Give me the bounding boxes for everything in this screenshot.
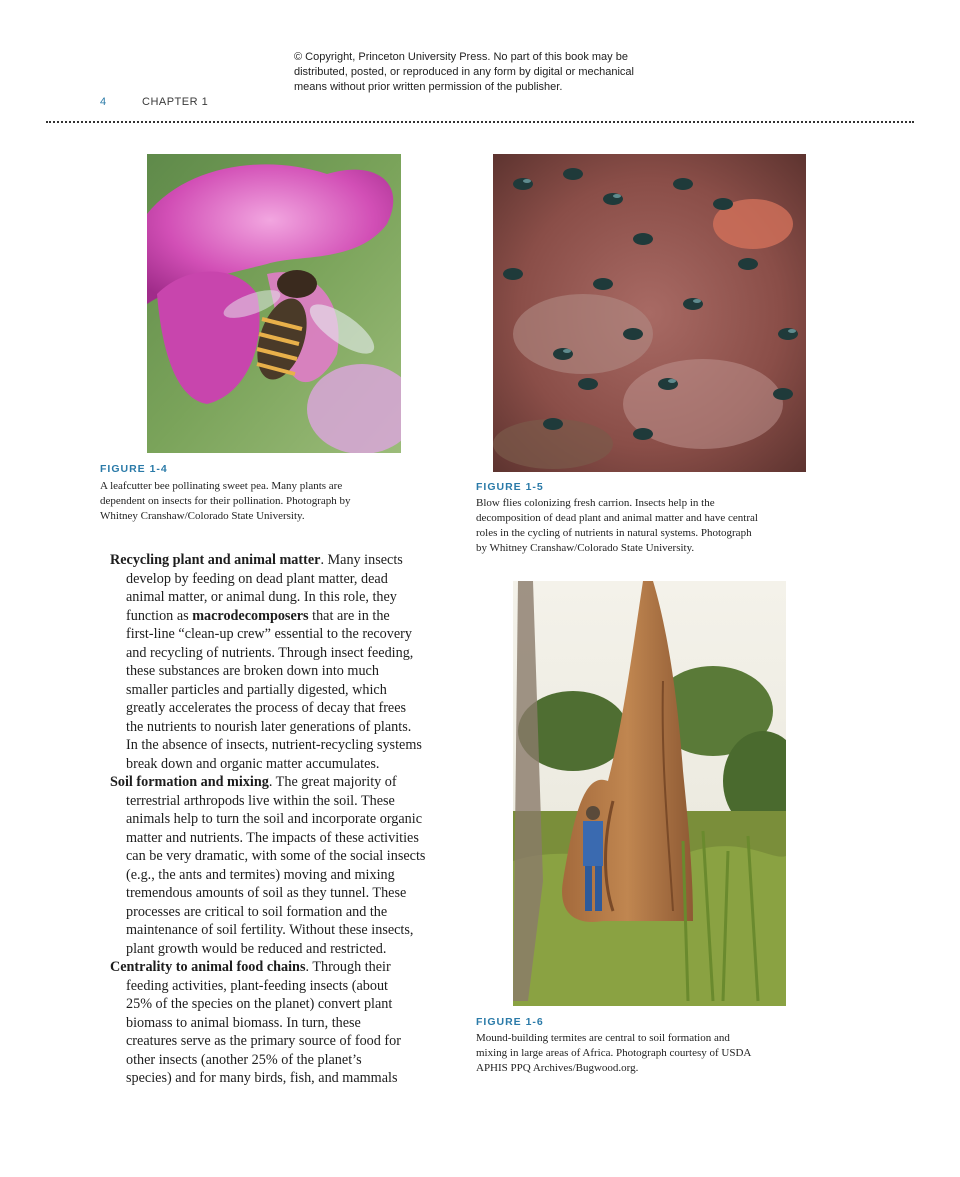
body-line: biomass to animal biomass. In turn, these	[126, 1014, 361, 1031]
body-line: animal matter, or animal dung. In this role, they	[126, 589, 397, 605]
body-line: species) and for many birds, fish, and mammals	[126, 1070, 398, 1086]
figure-1-4-caption	[100, 479, 351, 524]
caption-line: roles in the cycling of nutrients in natural systems. Photograph	[476, 527, 752, 539]
paragraph-first-line: Centrality to animal food chains. Through their	[110, 959, 391, 975]
figure-1-6-caption	[476, 1031, 751, 1076]
caption-line: Whitney Cranshaw/Colorado State University.	[100, 510, 305, 522]
body-line: In the absence of insects, nutrient-recycling systems	[126, 737, 422, 753]
copyright-line: means without prior written permission of the publisher.	[294, 81, 563, 93]
chapter-label: CHAPTER 1	[142, 96, 209, 108]
body-line: develop by feeding on dead plant matter, dead	[126, 570, 388, 587]
body-line: the nutrients to nourish later generations of plants.	[126, 718, 412, 735]
body-line: other insects (another 25% of the planet’s	[126, 1051, 362, 1068]
body-line: first-line “clean-up crew” essential to the recovery	[126, 626, 412, 642]
term-recycling: Recycling plant and animal matter	[110, 552, 321, 568]
caption-line: mixing in large areas of Africa. Photograph courtesy of USDA	[476, 1047, 752, 1059]
caption-line: decomposition of dead plant and animal matter and have central	[476, 512, 758, 524]
paragraph-first-line: Soil formation and mixing. The great majority of	[110, 774, 397, 790]
figure-1-5-caption	[476, 496, 758, 556]
figure-1-4-label: FIGURE 1-4	[100, 463, 168, 475]
caption-line: by Whitney Cranshaw/Colorado State University.	[476, 542, 695, 554]
body-line: and recycling of nutrients. Through insect feeding,	[126, 644, 414, 661]
body-line: feeding activities, plant-feeding insects (about	[126, 977, 388, 994]
body-line: terrestrial arthropods live within the soil. These	[126, 792, 395, 809]
caption-line: Blow flies colonizing fresh carrion. Insects help in the	[476, 497, 715, 509]
header-divider	[46, 121, 914, 123]
body-line: matter and nutrients. The impacts of these activities	[126, 829, 419, 846]
term-food-chains: Centrality to animal food chains	[110, 959, 306, 975]
body-line: tremendous amounts of soil as they tunnel. These	[126, 885, 407, 901]
figure-1-5-label: FIGURE 1-5	[476, 481, 544, 493]
body-line: these substances are broken down into much	[126, 663, 379, 679]
figure-1-4-photo	[147, 154, 401, 453]
figure-1-6-photo	[513, 581, 786, 1006]
copyright-line: distributed, posted, or reproduced in any form by digital or mechanical	[294, 66, 634, 78]
body-line: creatures serve as the primary source of food for	[126, 1033, 401, 1049]
body-line: greatly accelerates the process of decay that frees	[126, 700, 407, 716]
body-line: animals help to turn the soil and incorporate organic	[126, 811, 423, 827]
body-line: function as macrodecomposers that are in the	[126, 607, 390, 624]
body-text	[110, 551, 470, 1088]
figure-1-6-label: FIGURE 1-6	[476, 1016, 544, 1028]
body-line: maintenance of soil fertility. Without these insects,	[126, 922, 414, 938]
body-line: can be very dramatic, with some of the social insects	[126, 848, 426, 864]
caption-line: A leafcutter bee pollinating sweet pea. Many plants are	[100, 480, 343, 492]
copyright-notice	[294, 50, 694, 95]
caption-line: APHIS PPQ Archives/Bugwood.org.	[476, 1062, 639, 1074]
body-line: 25% of the species on the planet) convert plant	[126, 996, 393, 1012]
caption-line: dependent on insects for their pollination. Photograph by	[100, 495, 351, 507]
caption-line: Mound-building termites are central to soil formation and	[476, 1032, 730, 1044]
term-macrodecomposers: macrodecomposers	[192, 607, 309, 624]
copyright-line: © Copyright, Princeton University Press. No part of this book may be	[294, 51, 628, 63]
body-line: smaller particles and partially digested, which	[126, 681, 387, 698]
body-line: (e.g., the ants and termites) moving and mixing	[126, 866, 395, 883]
page-number: 4	[100, 96, 107, 108]
figure-1-5-photo	[493, 154, 806, 472]
term-soil: Soil formation and mixing	[110, 774, 269, 790]
body-line: break down and organic matter accumulates.	[126, 755, 380, 772]
paragraph-first-line: Recycling plant and animal matter. Many insects	[110, 552, 403, 568]
body-line: processes are critical to soil formation and the	[126, 903, 388, 920]
body-line: plant growth would be reduced and restricted.	[126, 940, 387, 957]
